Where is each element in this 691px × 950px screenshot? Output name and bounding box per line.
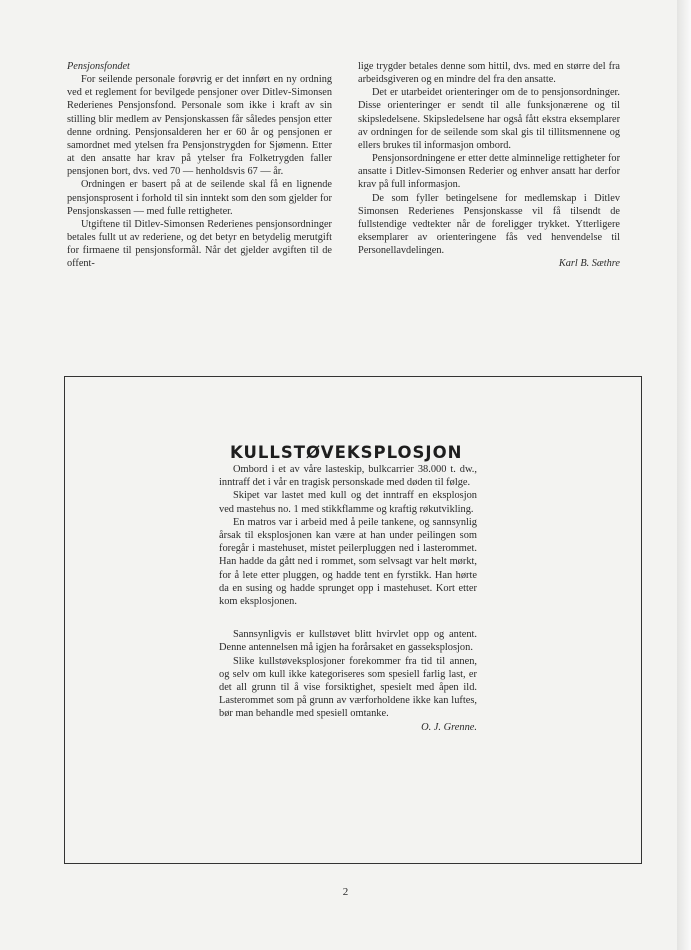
author-signature: Karl B. Sæthre (558, 258, 620, 270)
paragraph: For seilende personale forøvrig er det innført en ny ordning ved et reglement for bevilgede pensjoner over Ditlev-Simonsen Rederienes Pensjonsfond. Personale som ikke i kraft av sin stilling blir medlem av Pensjonskassen får således pensjon etter denne ordning. Pensjonsalderen her er 60 år og pensjonen er samordnet med ytelsen fra Pensjonstrygden for Sjømenn. Etter at den ansatte har krav på ytelser fra Folketrygden faller pensjonen bort, dvs. ved 70 — henholdsvis 67 — år. (67, 74, 332, 178)
left-column (67, 60, 332, 271)
article-box (64, 376, 642, 864)
article-signature: O. J. Grenne. (421, 721, 477, 733)
paragraph: Slike kullstøveksplosjoner forekommer fra tid til annen, og selv om kull ikke kategoriseres som spesiell farlig last, er det all grunn til å vise forsiktighet, spesielt med åpen ild. Lasterommet som på grunn av værforholdene ikke kan luftes, bør man behandle med spesiell omtanke. (219, 655, 477, 720)
page-number: 2 (342, 886, 349, 898)
paragraph: Ordningen er basert på at de seilende skal få en lignende pensjonsprosent i forhold til sin inntekt som den som gjelder for Pensjonskassen — med fulle rettigheter. (67, 179, 332, 217)
paragraph: Det er utarbeidet orienteringer om de to pensjonsordninger. Disse orienteringer er sendt til alle funksjonærene og til skipsledelsene. Skipsledelsene har også fått ekstra eksemplarer av ordningen for de seilende som skal gis til tillitsmennene og ellers brukes til informasjon ombord. (358, 87, 620, 151)
paragraph-gap (219, 608, 477, 628)
article-body (219, 463, 477, 734)
paragraph: Utgiftene til Ditlev-Simonsen Rederienes pensjonsordninger betales fullt ut av rederiene, og det betyr en betydelig merutgift for firmaene til pensjonsformål. Når det gjelder avgiften til de offent- (67, 218, 332, 270)
article-title: KULLSTØVEKSPLOSJON (230, 443, 463, 462)
right-column (358, 60, 620, 271)
paragraph: Sannsynligvis er kullstøvet blitt hvirvlet opp og antent. Denne antennelsen må igjen ha forårsaket en gasseksplosjon. (219, 629, 477, 654)
page-edge-shadow (677, 0, 691, 950)
paragraph: Skipet var lastet med kull og det inntraff en eksplosjon ved mastehus no. 1 med stikkflamme og kraftig røkutvikling. (219, 490, 477, 515)
paragraph: En matros var i arbeid med å peile tankene, og sannsynlig årsak til eksplosjonen kan være at han under peilingen som foregår i mastehuset, mistet peilerpluggen ned i lasterommet. Han hadde da gått ned i rommet, som selvsagt var helt mørkt, for å lete etter pluggen, og hadde tent en fyrstikk. Han hørte da en susing og hadde sprunget opp i mastehuset. Kort etter kom eksplosjonen. (219, 516, 477, 608)
paragraph-continuation: lige trygder betales denne som hittil, dvs. med en større del fra arbeidsgiveren og en mindre del fra den ansatte. (358, 61, 620, 86)
section-heading: Pensjonsfondet (67, 61, 130, 72)
paragraph: Ombord i et av våre lasteskip, bulkcarrier 38.000 t. dw., inntraff det i vår en tragisk personskade med døden til følge. (219, 464, 477, 489)
paragraph: Pensjonsordningene er etter dette alminnelige rettigheter for ansatte i Ditlev-Simonsen Rederier og enhver ansatt har derfor krav på full informasjon. (358, 153, 620, 191)
paragraph: De som fyller betingelsene for medlemskap i Ditlev Simonsen Rederienes Pensjonskasse vil få tilsendt de fullstendige vedtekter når de foreligger trykket. Ytterligere eksemplarer av orienteringene fås ved henvendelse til Personellavdelingen. (358, 192, 620, 257)
